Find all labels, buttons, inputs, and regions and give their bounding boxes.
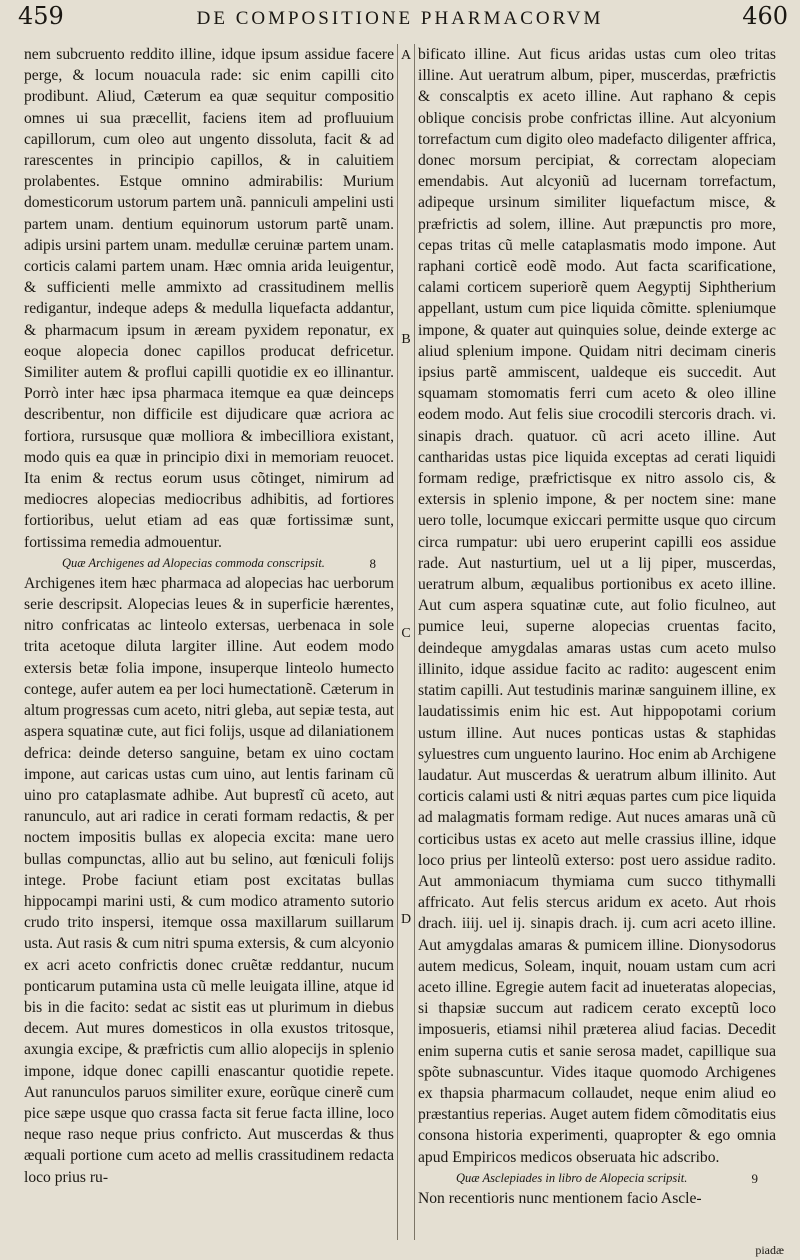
section-heading-text: Quæ Archigenes ad Alopecias commoda conscripsit.	[62, 555, 325, 570]
left-column	[24, 44, 394, 1188]
section-heading-text: Quæ Asclepiades in libro de Alopecia scripsit.	[456, 1170, 688, 1185]
margin-letter-a: A	[400, 48, 412, 63]
margin-letter-c: C	[401, 626, 411, 641]
right-page-number: 460	[742, 2, 788, 30]
left-paragraph-2: Archigenes item hæc pharmaca ad alopecias hac uerborum serie descripsit. Alopecias leues & in superficie hærentes, nitro confricatas ac linteolo extersas, uerbenaca in sole trita acetoque diluta largiter illine. Aut eodem modo extersis betæ folia impone, insuperque linteolo humecto contege, aufer autem ea per loci humectationẽ. Cæterum in altum progressas cum aceto, nitri gleba, aut sepiæ testa, aut aspera squatinæ cute, aut fici folijs, usque ad dilaniationem defrica: deinde deterso sanguine, betam ex uino coctam impone, aut caricas ustas cum uino, aut lentis farinam cũ uino pro cataplasmate adhibe. Aut buprestĩ cũ aceto, aut ranunculo, aut ari radice in cerati formam redactis, & per noctem impositis bullas ex alopecia excita: mane uero bullas compunctas, allio aut bu selino, aut fœniculi folijs intege. Probe faciunt etiam post excitatas bullas hippocampi marini usti, & cum modico atramento sutorio crudo trito inspersi, itemque ossa maxillarum suillarum usta. Aut rasis & cum nitri spuma extersis, & cum alcyonio ex acri aceto confrictis donec cruẽtæ reddantur, nucum ponticarum putamina usta cũ melle leuigata illine, atque id bis in die facito: sedat ac sistit eas ut plurimum in diebus decem. Aut mures domesticos in olla exustos tritosque, axungia excipe, & præfrictis cum allio alopecijs in splenio impone, idque donec capilli enascantur quotidie repete. Aut ranunculos paruos similiter exure, eorũque cinerẽ cum pice sæpe usque quo crassa facta sit ferue facta illine, loco neque raso neque prius confricto. Aut muscerdas & thus æquali portione cum aceto ad mellis crassitudinem redacta loco prius ru-	[24, 574, 394, 1186]
running-title: DE COMPOSITIONE PHARMACORVM	[196, 8, 604, 29]
right-paragraph-1: bificato illine. Aut ficus aridas ustas cum oleo tritas illine. Aut ueratrum album, piper, muscerdas, præfrictis & conscalptis ex aceto illine. Aut raphano & cepis oblique concisis probe confrictas illine. Aut alcyonium torrefactum cum digito oleo madefacto diligenter affrica, donec morsum percipiat, & correctam alopeciam emendabis. Aut alcyoniũ ad lucernam torrefactum, adipeque ursinum similiter liquefactum misce, & præfrictis ad solem, illine. Aut præpunctis pro more, cepas tritas cũ melle cataplasmatis modo impone. Aut raphani corticẽ eodẽ modo. Aut facta scarificatione, calami corticem superiorẽ quem Aegyptij Siphtherium appellant, ustum cum pice liquida cõmitte. spleniumque impone, & quater aut quinquies solue, deinde exterge ac aliud splenium impone. Quidam nitri decimam cineris ipsius partẽ ammiscent, ualdeque eis succedit. Aut squamam stomomatis ferri cum aceto & oleo illine eodem modo. Aut felis siue crocodili stercoris drach. vi. sinapis drach. quatuor. cũ acri aceto illine. Aut cantharidas ustas pice liquida exceptas ad cerati liquidi formam redige, præfrictisque ex nitro assolo cis, & extersis in splenio impone, & per noctem sine: mane uero tolle, locumque exiccari permitte usque quo circum circa rumpatur: ubi uero eruperint capilli eos assidue rade. Aut nasturtium, uel ut a lij piper, muscerdas, ueratrum album, æqualibus portionibus ex aceto illine. Aut cum aspera squatinæ cute, aut folio ficulneo, aut pumice leui, superne alopecias cruentas facito, deindeque amygdalas amaras ustas cum aceto mulso illinito, idque assidue facito ac radito: augescent enim statim capilli. Aut testudinis marinæ sanguinem illine, ex laudatissimis enim hic est. Aut hippopotami corium ustum illine. Aut nuces ponticas ustas & staphidas syluestres cum unguento laurino. Hoc enim ab Archigene laudatur. Aut muscerdas & ueratrum album illinito. Aut corticis calami usti & nitri æquas partes cum pice liquida ad malagmatis formam redige. Aut nuces amaras unã cũ corticibus ustas ex aceto aut melle crassius illine, idque loco prius per linteolũ exterso: post uero assidue radito. Aut ammoniacum thymiama cum succo tithymalli affricato. Aut felis stercus aridum ex aceto. Aut rhois drach. iiij. uel ij. sinapis drach. ij. cum acri aceto illine. Aut amygdalas amaras & pumicem illine. Dionysodorus autem medicus, Soleam, inquit, nouam ustam cum acri aceto illine. Egregie autem facit ad inueteratas alopecias, si thapsiæ succum aut radicem cerato exceptũ loco imposueris, etiamsi nihil præterea aliud facias. Decedit enim superna cutis et sanie serosa madet, capillique sua spõte subnascuntur. Vides itaque quomodo Archigenes ex thapsia pharmacum collaudet, neque enim aliud eo præstantius reperias. Auget autem fidem cõmoditatis eius consona historia experimenti, quapropter & ego omnia apud Empiricos medicos obseruata hic adscribo.	[418, 46, 776, 1166]
section-number: 9	[751, 1170, 758, 1186]
section-heading-asclepiades	[418, 1169, 776, 1188]
page-header	[0, 0, 800, 42]
left-page-number: 459	[18, 2, 64, 30]
catchword: piadæ	[755, 1243, 784, 1257]
margin-letter-d: D	[400, 912, 412, 927]
right-paragraph-2: Non recentioris nunc mentionem facio Ascle-	[418, 1189, 702, 1207]
section-heading-archigenes	[24, 554, 394, 573]
left-paragraph-1: nem subcruento reddito illine, idque ipsum assidue facere perge, & locum nouacula rade: sic enim capilli cito prodibunt. Aliud, Cæterum ea quæ sequitur compositio omnes ui sua præcellit, faciens item ad profluuium capillorum, cum oleo aut ungento dissoluta, facit & ad rarescentes in principio capillos, & in caluitiem prolabentes. Estque omnino admirabilis: Murium domesticorum ustorum partem unã. panniculi ampelini usti partem unam. dentium equinorum ustorum partẽ unam. adipis ursini partem unam. medullæ ceruinæ partem unam. corticis calami partem unam. Hæc omnia arida leuigentur, & sufficienti melle ammixto ad crassitudinem mellis redigantur, indeque adeps & medulla liquefacta addantur, & pharmacum ipsum in æream pyxidem reponatur, ex eoque alopecia donec capillos producat defricetur. Similiter autem & proflui capilli quotidie ex eo illinantur. Porrò inter hæc ipsa pharmaca itemque ea quæ deinceps describentur, non difficile est dijudicare quæ acriora ac fortiora, rursusque quæ molliora & imbecilliora existant, modo quis ea quæ in principio dixi in memoriam reuocet. Ita enim & rectus eorum usus cõtinget, nimirum ad mediocres alopecias mediocribus adhibitis, ad fortiores fortioribus, uelut etiam ad eas quæ fortissimæ sunt, fortissima remedia admouentur.	[24, 46, 394, 551]
margin-letter-b: B	[401, 332, 411, 347]
right-column	[418, 44, 776, 1209]
gutter-rule-left	[397, 44, 398, 1240]
section-number: 8	[369, 555, 376, 571]
gutter-rule-right	[414, 44, 415, 1240]
